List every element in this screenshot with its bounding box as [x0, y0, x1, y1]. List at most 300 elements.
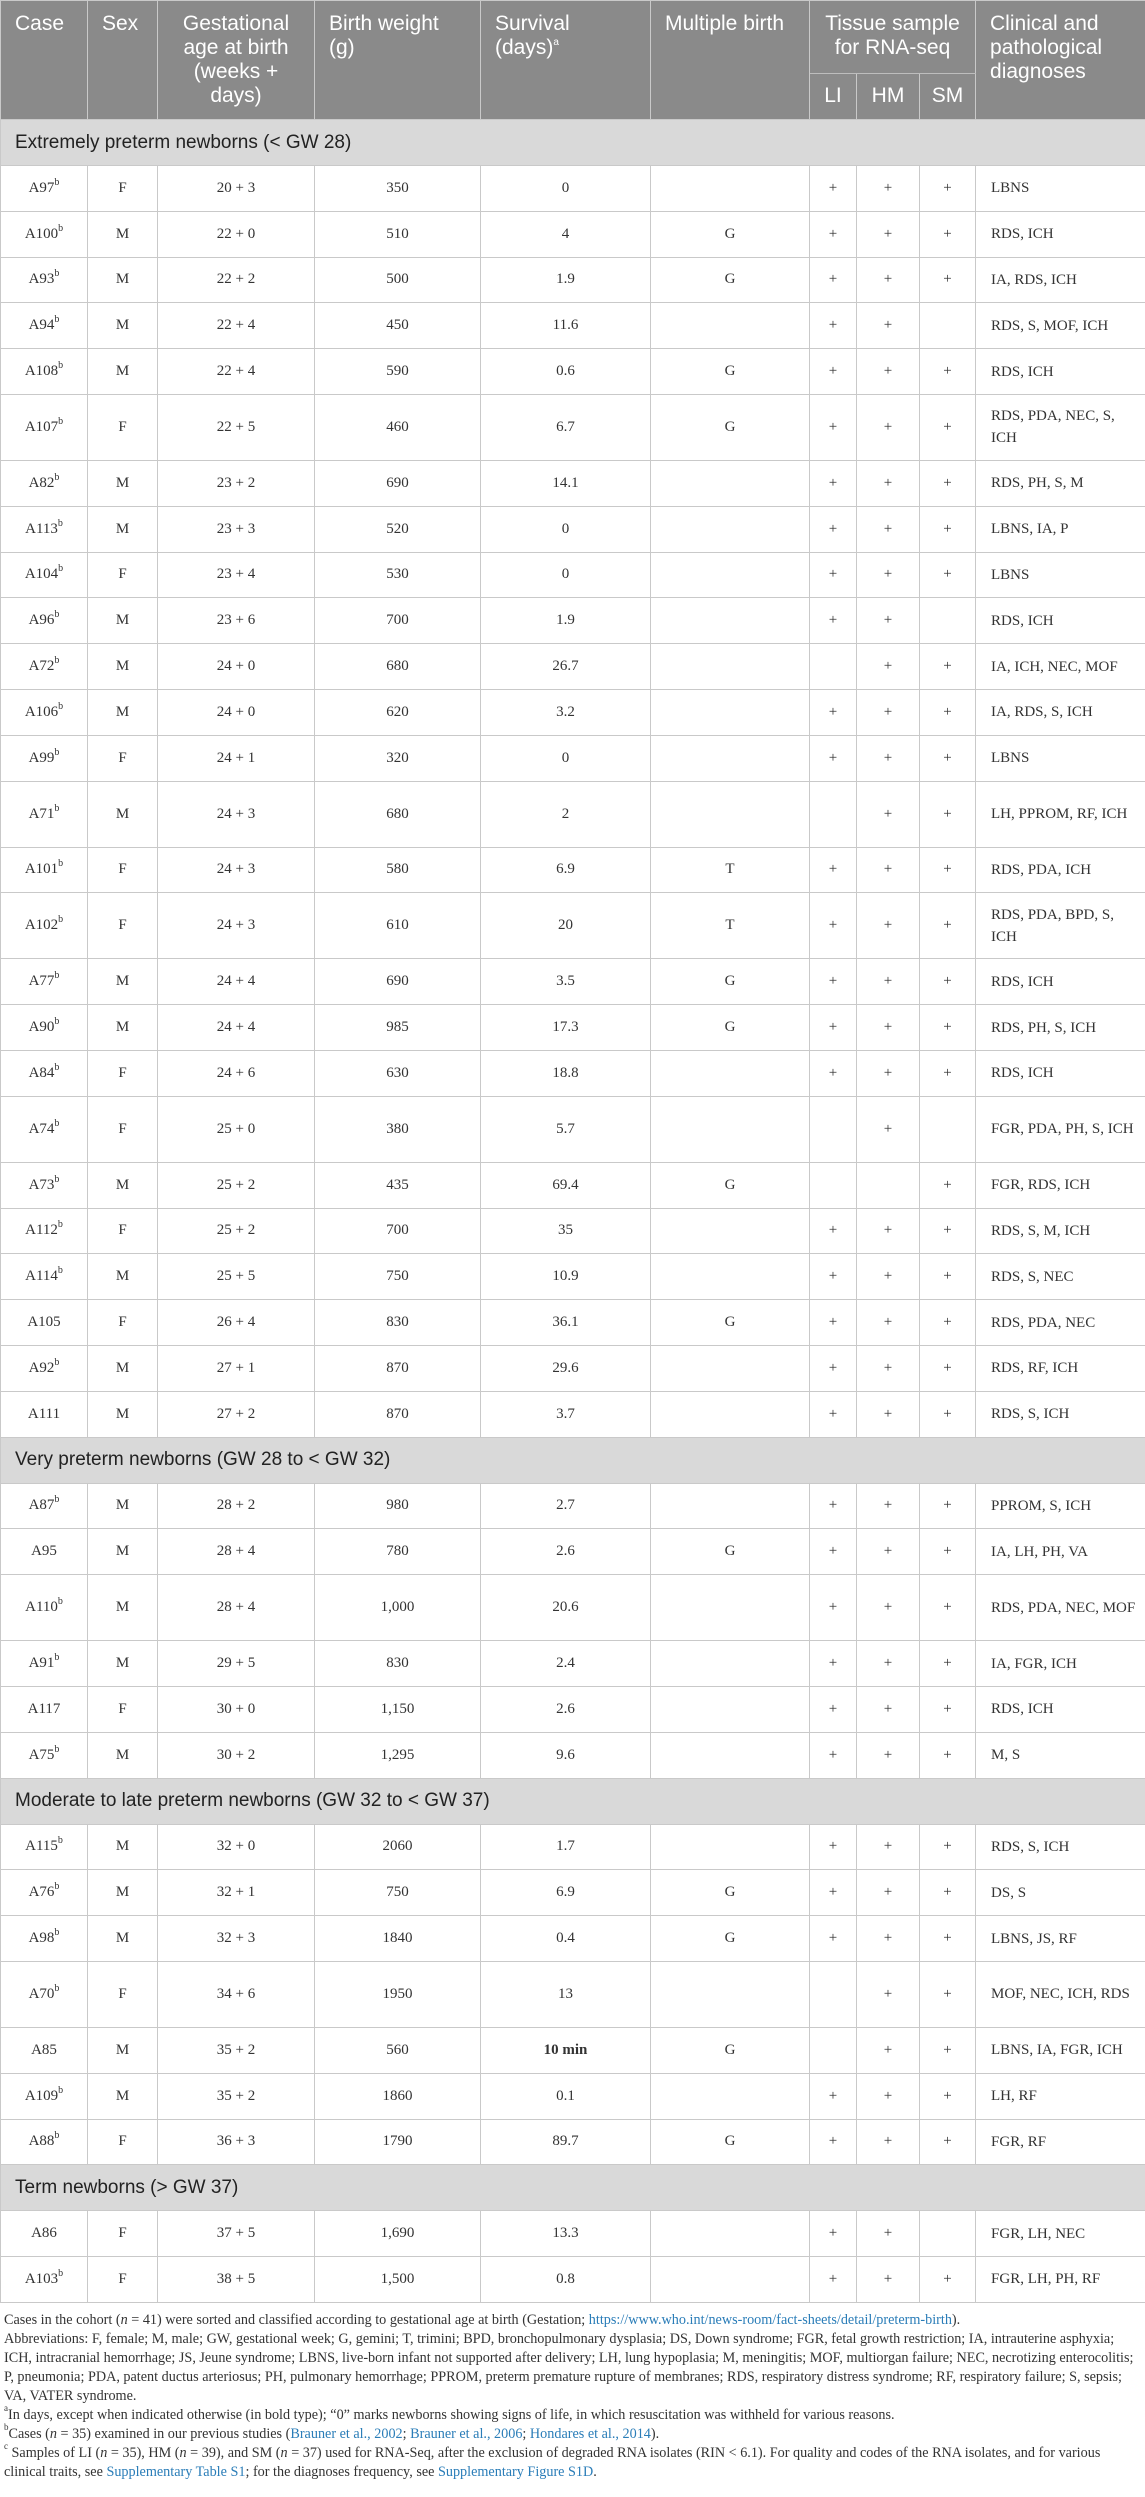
birth-weight-cell: 1,690 — [315, 2211, 481, 2257]
sm-cell: + — [920, 2257, 976, 2303]
header-survival-footnote-mark: a — [553, 37, 559, 48]
multiple-birth-cell: T — [651, 893, 810, 959]
section-title: Very preterm newborns (GW 28 to < GW 32) — [1, 1437, 1145, 1483]
li-cell: + — [810, 959, 857, 1005]
gestational-age-cell: 38 + 5 — [158, 2257, 315, 2303]
birth-weight-cell: 690 — [315, 959, 481, 1005]
survival-cell: 1.9 — [481, 598, 651, 644]
li-cell: + — [810, 598, 857, 644]
gestational-age-cell: 24 + 4 — [158, 1005, 315, 1051]
case-cell — [1, 1732, 88, 1778]
diagnoses-cell: RDS, ICH — [976, 211, 1145, 257]
case-cell — [1, 1300, 88, 1346]
multiple-birth-cell — [651, 1345, 810, 1391]
gestational-age-cell: 24 + 0 — [158, 644, 315, 690]
survival-cell: 35 — [481, 1208, 651, 1254]
gestational-age-cell: 23 + 2 — [158, 460, 315, 506]
diagnoses-cell: FGR, RDS, ICH — [976, 1162, 1145, 1208]
diagnoses-cell: IA, RDS, S, ICH — [976, 689, 1145, 735]
hm-cell: + — [857, 1254, 920, 1300]
case-id: A76 — [28, 1884, 55, 1901]
footnote-text: ; for the diagnoses frequency, see — [245, 2463, 438, 2480]
footnote-mark: b — [54, 1982, 60, 1994]
case-cell — [1, 349, 88, 395]
multiple-birth-cell — [651, 552, 810, 598]
multiple-birth-cell — [651, 2073, 810, 2119]
sm-cell: + — [920, 847, 976, 893]
gestational-age-cell: 23 + 4 — [158, 552, 315, 598]
sex-cell: M — [88, 1916, 158, 1962]
birth-weight-cell: 560 — [315, 2027, 481, 2073]
survival-cell: 1.7 — [481, 1824, 651, 1870]
case-id: A117 — [27, 1700, 61, 1717]
table-row — [1, 1870, 1145, 1916]
header-diagnoses: Clinical and pathological diagnoses — [976, 1, 1145, 120]
birth-weight-cell: 980 — [315, 1483, 481, 1529]
table-row — [1, 257, 1145, 303]
gestational-age-cell: 24 + 1 — [158, 735, 315, 781]
footnote-mark: b — [54, 2130, 60, 2142]
sm-cell: + — [920, 893, 976, 959]
case-id: A97 — [28, 179, 55, 196]
multiple-birth-cell — [651, 781, 810, 847]
header-sm: SM — [920, 73, 976, 119]
sex-cell: M — [88, 644, 158, 690]
hm-cell: + — [857, 2211, 920, 2257]
hm-cell: + — [857, 349, 920, 395]
sex-cell: M — [88, 506, 158, 552]
sm-cell: + — [920, 552, 976, 598]
survival-cell: 0 — [481, 735, 651, 781]
case-cell — [1, 1208, 88, 1254]
table-row — [1, 735, 1145, 781]
birth-weight-cell: 870 — [315, 1391, 481, 1437]
reference-link[interactable]: Brauner et al., 2006 — [410, 2425, 523, 2442]
diagnoses-cell: IA, FGR, ICH — [976, 1641, 1145, 1687]
sm-cell: + — [920, 166, 976, 212]
sex-cell: F — [88, 847, 158, 893]
case-id: A77 — [28, 973, 55, 990]
sex-cell: M — [88, 1575, 158, 1641]
table-row — [1, 303, 1145, 349]
sm-cell: + — [920, 211, 976, 257]
table-row — [1, 2027, 1145, 2073]
survival-cell — [481, 2027, 651, 2073]
hm-cell: + — [857, 847, 920, 893]
sex-cell: F — [88, 166, 158, 212]
case-cell — [1, 1096, 88, 1162]
diagnoses-cell: RDS, ICH — [976, 1050, 1145, 1096]
sm-cell: + — [920, 1005, 976, 1051]
reference-link[interactable]: Hondares et al., 2014 — [529, 2425, 651, 2442]
footnote-mark: b — [54, 1927, 60, 1938]
gestational-age-cell: 32 + 3 — [158, 1916, 315, 1962]
birth-weight-cell: 1950 — [315, 1961, 481, 2027]
diagnoses-cell: M, S — [976, 1732, 1145, 1778]
sex-cell: M — [88, 1005, 158, 1051]
birth-weight-cell: 500 — [315, 257, 481, 303]
footnote-mark: b — [58, 360, 64, 372]
case-cell — [1, 1345, 88, 1391]
li-cell — [810, 2027, 857, 2073]
hm-cell: + — [857, 644, 920, 690]
li-cell: + — [810, 847, 857, 893]
case-id: A111 — [27, 1405, 61, 1422]
li-cell — [810, 1162, 857, 1208]
li-cell — [810, 1961, 857, 2027]
case-cell — [1, 1870, 88, 1916]
hm-cell: + — [857, 1208, 920, 1254]
birth-weight-cell: 700 — [315, 598, 481, 644]
case-cell — [1, 735, 88, 781]
header-gestational-age: Gestational age at birth (weeks + days) — [158, 1, 315, 120]
reference-link[interactable]: Brauner et al., 2002 — [290, 2425, 403, 2442]
gestational-age-cell: 25 + 0 — [158, 1096, 315, 1162]
footnote-mark: b — [54, 1016, 60, 1028]
li-cell: + — [810, 1824, 857, 1870]
li-cell — [810, 644, 857, 690]
footnote-n: n — [120, 2311, 128, 2328]
gestational-age-cell: 28 + 2 — [158, 1483, 315, 1529]
table-row — [1, 394, 1145, 460]
li-cell: + — [810, 1529, 857, 1575]
footnote-mark: b — [4, 2422, 9, 2433]
supplementary-table-link[interactable]: Supplementary Table S1 — [106, 2463, 246, 2480]
footnote-n: n — [49, 2425, 57, 2442]
survival-cell: 20.6 — [481, 1575, 651, 1641]
case-id: A90 — [28, 1019, 55, 1036]
survival-cell: 9.6 — [481, 1732, 651, 1778]
survival-cell: 36.1 — [481, 1300, 651, 1346]
sm-cell: + — [920, 1916, 976, 1962]
hm-cell: + — [857, 1483, 920, 1529]
header-hm: HM — [857, 73, 920, 119]
li-cell: + — [810, 689, 857, 735]
sm-cell: + — [920, 1050, 976, 1096]
case-id: A110 — [25, 1599, 58, 1616]
footnote-n: n — [280, 2444, 288, 2461]
birth-weight-cell: 750 — [315, 1870, 481, 1916]
multiple-birth-cell: G — [651, 1529, 810, 1575]
birth-weight-cell: 620 — [315, 689, 481, 735]
sm-cell: + — [920, 1391, 976, 1437]
sex-cell: F — [88, 2211, 158, 2257]
diagnoses-cell: RDS, ICH — [976, 349, 1145, 395]
diagnoses-cell: RDS, S, ICH — [976, 1824, 1145, 1870]
header-li: LI — [810, 73, 857, 119]
case-id: A104 — [24, 566, 59, 583]
hm-cell: + — [857, 735, 920, 781]
table-row — [1, 1686, 1145, 1732]
birth-weight-cell: 1790 — [315, 2119, 481, 2165]
table-row — [1, 1162, 1145, 1208]
diagnoses-cell: RDS, PDA, NEC, S, ICH — [976, 394, 1145, 460]
case-id: A106 — [24, 703, 59, 720]
diagnoses-cell: LBNS, IA, P — [976, 506, 1145, 552]
sm-cell: + — [920, 1732, 976, 1778]
case-id: A82 — [28, 474, 55, 491]
case-id: A108 — [24, 363, 59, 380]
sm-cell — [920, 303, 976, 349]
diagnoses-cell: RDS, PH, S, ICH — [976, 1005, 1145, 1051]
case-cell — [1, 257, 88, 303]
footnote-mark: b — [58, 2084, 64, 2096]
gestational-age-cell: 29 + 5 — [158, 1641, 315, 1687]
multiple-birth-cell — [651, 1254, 810, 1300]
gestational-age-cell: 32 + 1 — [158, 1870, 315, 1916]
case-id: A112 — [25, 1222, 58, 1239]
sm-cell: + — [920, 506, 976, 552]
gestational-age-cell: 32 + 0 — [158, 1824, 315, 1870]
sex-cell: M — [88, 598, 158, 644]
diagnoses-cell: IA, ICH, NEC, MOF — [976, 644, 1145, 690]
section-title: Moderate to late preterm newborns (GW 32 to < GW 37) — [1, 1778, 1145, 1824]
table-row — [1, 211, 1145, 257]
li-cell: + — [810, 1641, 857, 1687]
case-cell — [1, 211, 88, 257]
footnote-b — [4, 2422, 1141, 2444]
case-cell — [1, 1961, 88, 2027]
sex-cell: F — [88, 1208, 158, 1254]
survival-cell: 0 — [481, 506, 651, 552]
birth-weight-cell: 1,000 — [315, 1575, 481, 1641]
sex-cell: F — [88, 552, 158, 598]
section-row — [1, 120, 1145, 166]
diagnoses-cell: LBNS, JS, RF — [976, 1916, 1145, 1962]
hm-cell: + — [857, 1345, 920, 1391]
case-id: A101 — [24, 861, 59, 878]
sex-cell: F — [88, 394, 158, 460]
footnote-mark: a — [4, 2403, 8, 2414]
case-id: A95 — [31, 1543, 57, 1560]
table-row — [1, 1824, 1145, 1870]
case-cell — [1, 2073, 88, 2119]
birth-weight-cell: 1,500 — [315, 2257, 481, 2303]
header-case: Case — [1, 1, 88, 120]
case-cell — [1, 460, 88, 506]
diagnoses-cell: MOF, NEC, ICH, RDS — [976, 1961, 1145, 2027]
case-id: A105 — [27, 1314, 61, 1331]
footnote-mark: b — [57, 517, 63, 529]
case-cell — [1, 598, 88, 644]
birth-weight-cell: 590 — [315, 349, 481, 395]
header-multiple-birth: Multiple birth — [651, 1, 810, 120]
diagnoses-cell: RDS, S, MOF, ICH — [976, 303, 1145, 349]
multiple-birth-cell — [651, 1961, 810, 2027]
sex-cell: M — [88, 1529, 158, 1575]
case-id: A107 — [24, 418, 59, 435]
table-row — [1, 1732, 1145, 1778]
table-row — [1, 1300, 1145, 1346]
hm-cell: + — [857, 1824, 920, 1870]
li-cell: + — [810, 349, 857, 395]
diagnoses-cell: RDS, S, NEC — [976, 1254, 1145, 1300]
birth-weight-cell: 1840 — [315, 1916, 481, 1962]
table-row — [1, 1208, 1145, 1254]
survival-cell: 0.6 — [481, 349, 651, 395]
case-id: A94 — [28, 317, 55, 334]
sex-cell: M — [88, 2027, 158, 2073]
gestational-age-cell: 35 + 2 — [158, 2027, 315, 2073]
multiple-birth-cell: G — [651, 2119, 810, 2165]
sm-cell: + — [920, 1961, 976, 2027]
birth-weight-cell: 610 — [315, 893, 481, 959]
case-id: A91 — [28, 1655, 55, 1672]
who-preterm-birth-link[interactable]: https://www.who.int/news-room/fact-sheets/detail/preterm-birth — [588, 2311, 952, 2328]
li-cell: + — [810, 1050, 857, 1096]
birth-weight-cell: 780 — [315, 1529, 481, 1575]
li-cell: + — [810, 394, 857, 460]
birth-weight-cell: 680 — [315, 781, 481, 847]
footnote-mark: b — [57, 1835, 63, 1847]
sex-cell: M — [88, 1162, 158, 1208]
sm-cell — [920, 598, 976, 644]
hm-cell: + — [857, 1961, 920, 2027]
gestational-age-cell: 22 + 4 — [158, 303, 315, 349]
li-cell: + — [810, 460, 857, 506]
case-cell — [1, 847, 88, 893]
case-cell — [1, 1050, 88, 1096]
birth-weight-cell: 690 — [315, 460, 481, 506]
hm-cell: + — [857, 552, 920, 598]
survival-cell: 14.1 — [481, 460, 651, 506]
birth-weight-cell: 700 — [315, 1208, 481, 1254]
case-id: A92 — [28, 1359, 55, 1376]
footnote-cohort — [4, 2311, 1141, 2330]
multiple-birth-cell: G — [651, 1005, 810, 1051]
li-cell: + — [810, 893, 857, 959]
footnote-mark: b — [54, 1061, 60, 1073]
table-row — [1, 1483, 1145, 1529]
multiple-birth-cell — [651, 1050, 810, 1096]
supplementary-figure-link[interactable]: Supplementary Figure S1D — [437, 2463, 594, 2480]
table-row — [1, 1391, 1145, 1437]
multiple-birth-cell: G — [651, 349, 810, 395]
li-cell: + — [810, 303, 857, 349]
hm-cell: + — [857, 1916, 920, 1962]
case-cell — [1, 1575, 88, 1641]
gestational-age-cell: 28 + 4 — [158, 1575, 315, 1641]
sm-cell: + — [920, 394, 976, 460]
gestational-age-cell: 25 + 2 — [158, 1208, 315, 1254]
survival-cell: 5.7 — [481, 1096, 651, 1162]
table-row — [1, 166, 1145, 212]
gestational-age-cell: 37 + 5 — [158, 2211, 315, 2257]
hm-cell: + — [857, 2073, 920, 2119]
gestational-age-cell: 20 + 3 — [158, 166, 315, 212]
case-cell — [1, 1483, 88, 1529]
sm-cell: + — [920, 1870, 976, 1916]
multiple-birth-cell — [651, 166, 810, 212]
table-footnotes — [0, 2303, 1145, 2482]
sm-cell: + — [920, 735, 976, 781]
case-id: A102 — [24, 917, 59, 934]
sm-cell: + — [920, 1483, 976, 1529]
footnote-mark: b — [54, 1356, 60, 1368]
gestational-age-cell: 23 + 6 — [158, 598, 315, 644]
case-id: A114 — [25, 1268, 58, 1285]
li-cell: + — [810, 1005, 857, 1051]
li-cell: + — [810, 257, 857, 303]
diagnoses-cell: RDS, PH, S, M — [976, 460, 1145, 506]
hm-cell: + — [857, 394, 920, 460]
birth-weight-cell: 580 — [315, 847, 481, 893]
multiple-birth-cell: G — [651, 1300, 810, 1346]
li-cell: + — [810, 1575, 857, 1641]
table-row — [1, 460, 1145, 506]
survival-cell: 3.2 — [481, 689, 651, 735]
table-body — [1, 120, 1145, 2303]
footnote-mark: b — [54, 314, 60, 326]
sex-cell: M — [88, 1391, 158, 1437]
li-cell: + — [810, 1345, 857, 1391]
case-cell — [1, 2211, 88, 2257]
multiple-birth-cell: G — [651, 211, 810, 257]
birth-weight-cell: 870 — [315, 1345, 481, 1391]
footnote-mark: b — [54, 655, 60, 667]
footnote-text: = 41) were sorted and classified according to gestational age at birth (Gestation; — [127, 2311, 589, 2328]
footnote-mark: b — [58, 2267, 64, 2279]
li-cell: + — [810, 1483, 857, 1529]
sm-cell: + — [920, 1345, 976, 1391]
case-cell — [1, 2027, 88, 2073]
survival-cell: 2.6 — [481, 1529, 651, 1575]
gestational-age-cell: 24 + 6 — [158, 1050, 315, 1096]
diagnoses-cell: RDS, PDA, ICH — [976, 847, 1145, 893]
survival-cell: 6.7 — [481, 394, 651, 460]
survival-cell: 2.7 — [481, 1483, 651, 1529]
multiple-birth-cell: G — [651, 1916, 810, 1962]
section-row — [1, 1778, 1145, 1824]
multiple-birth-cell: G — [651, 257, 810, 303]
table-row — [1, 2257, 1145, 2303]
footnote-text: = 35) examined in our previous studies ( — [56, 2425, 291, 2442]
sex-cell: M — [88, 1870, 158, 1916]
li-cell: + — [810, 1254, 857, 1300]
sex-cell: M — [88, 959, 158, 1005]
li-cell: + — [810, 211, 857, 257]
survival-cell: 4 — [481, 211, 651, 257]
footnote-mark: b — [54, 802, 60, 814]
multiple-birth-cell — [651, 2211, 810, 2257]
case-id: A100 — [24, 225, 59, 242]
gestational-age-cell: 27 + 2 — [158, 1391, 315, 1437]
hm-cell: + — [857, 689, 920, 735]
sex-cell: F — [88, 1961, 158, 2027]
footnote-mark: b — [58, 563, 64, 575]
case-cell — [1, 781, 88, 847]
survival-cell: 29.6 — [481, 1345, 651, 1391]
diagnoses-cell: RDS, ICH — [976, 598, 1145, 644]
survival-cell: 0 — [481, 552, 651, 598]
birth-weight-cell: 530 — [315, 552, 481, 598]
table-row — [1, 781, 1145, 847]
gestational-age-cell: 22 + 0 — [158, 211, 315, 257]
section-title: Extremely preterm newborns (< GW 28) — [1, 120, 1145, 166]
diagnoses-cell: DS, S — [976, 1870, 1145, 1916]
diagnoses-cell: LBNS, IA, FGR, ICH — [976, 2027, 1145, 2073]
table-row — [1, 644, 1145, 690]
sex-cell: M — [88, 460, 158, 506]
case-id: A74 — [28, 1120, 55, 1137]
diagnoses-cell: LH, PPROM, RF, ICH — [976, 781, 1145, 847]
diagnoses-cell: RDS, PDA, BPD, S, ICH — [976, 893, 1145, 959]
case-id: A109 — [24, 2087, 59, 2104]
hm-cell: + — [857, 959, 920, 1005]
hm-cell: + — [857, 1641, 920, 1687]
hm-cell: + — [857, 2119, 920, 2165]
sex-cell: F — [88, 2257, 158, 2303]
